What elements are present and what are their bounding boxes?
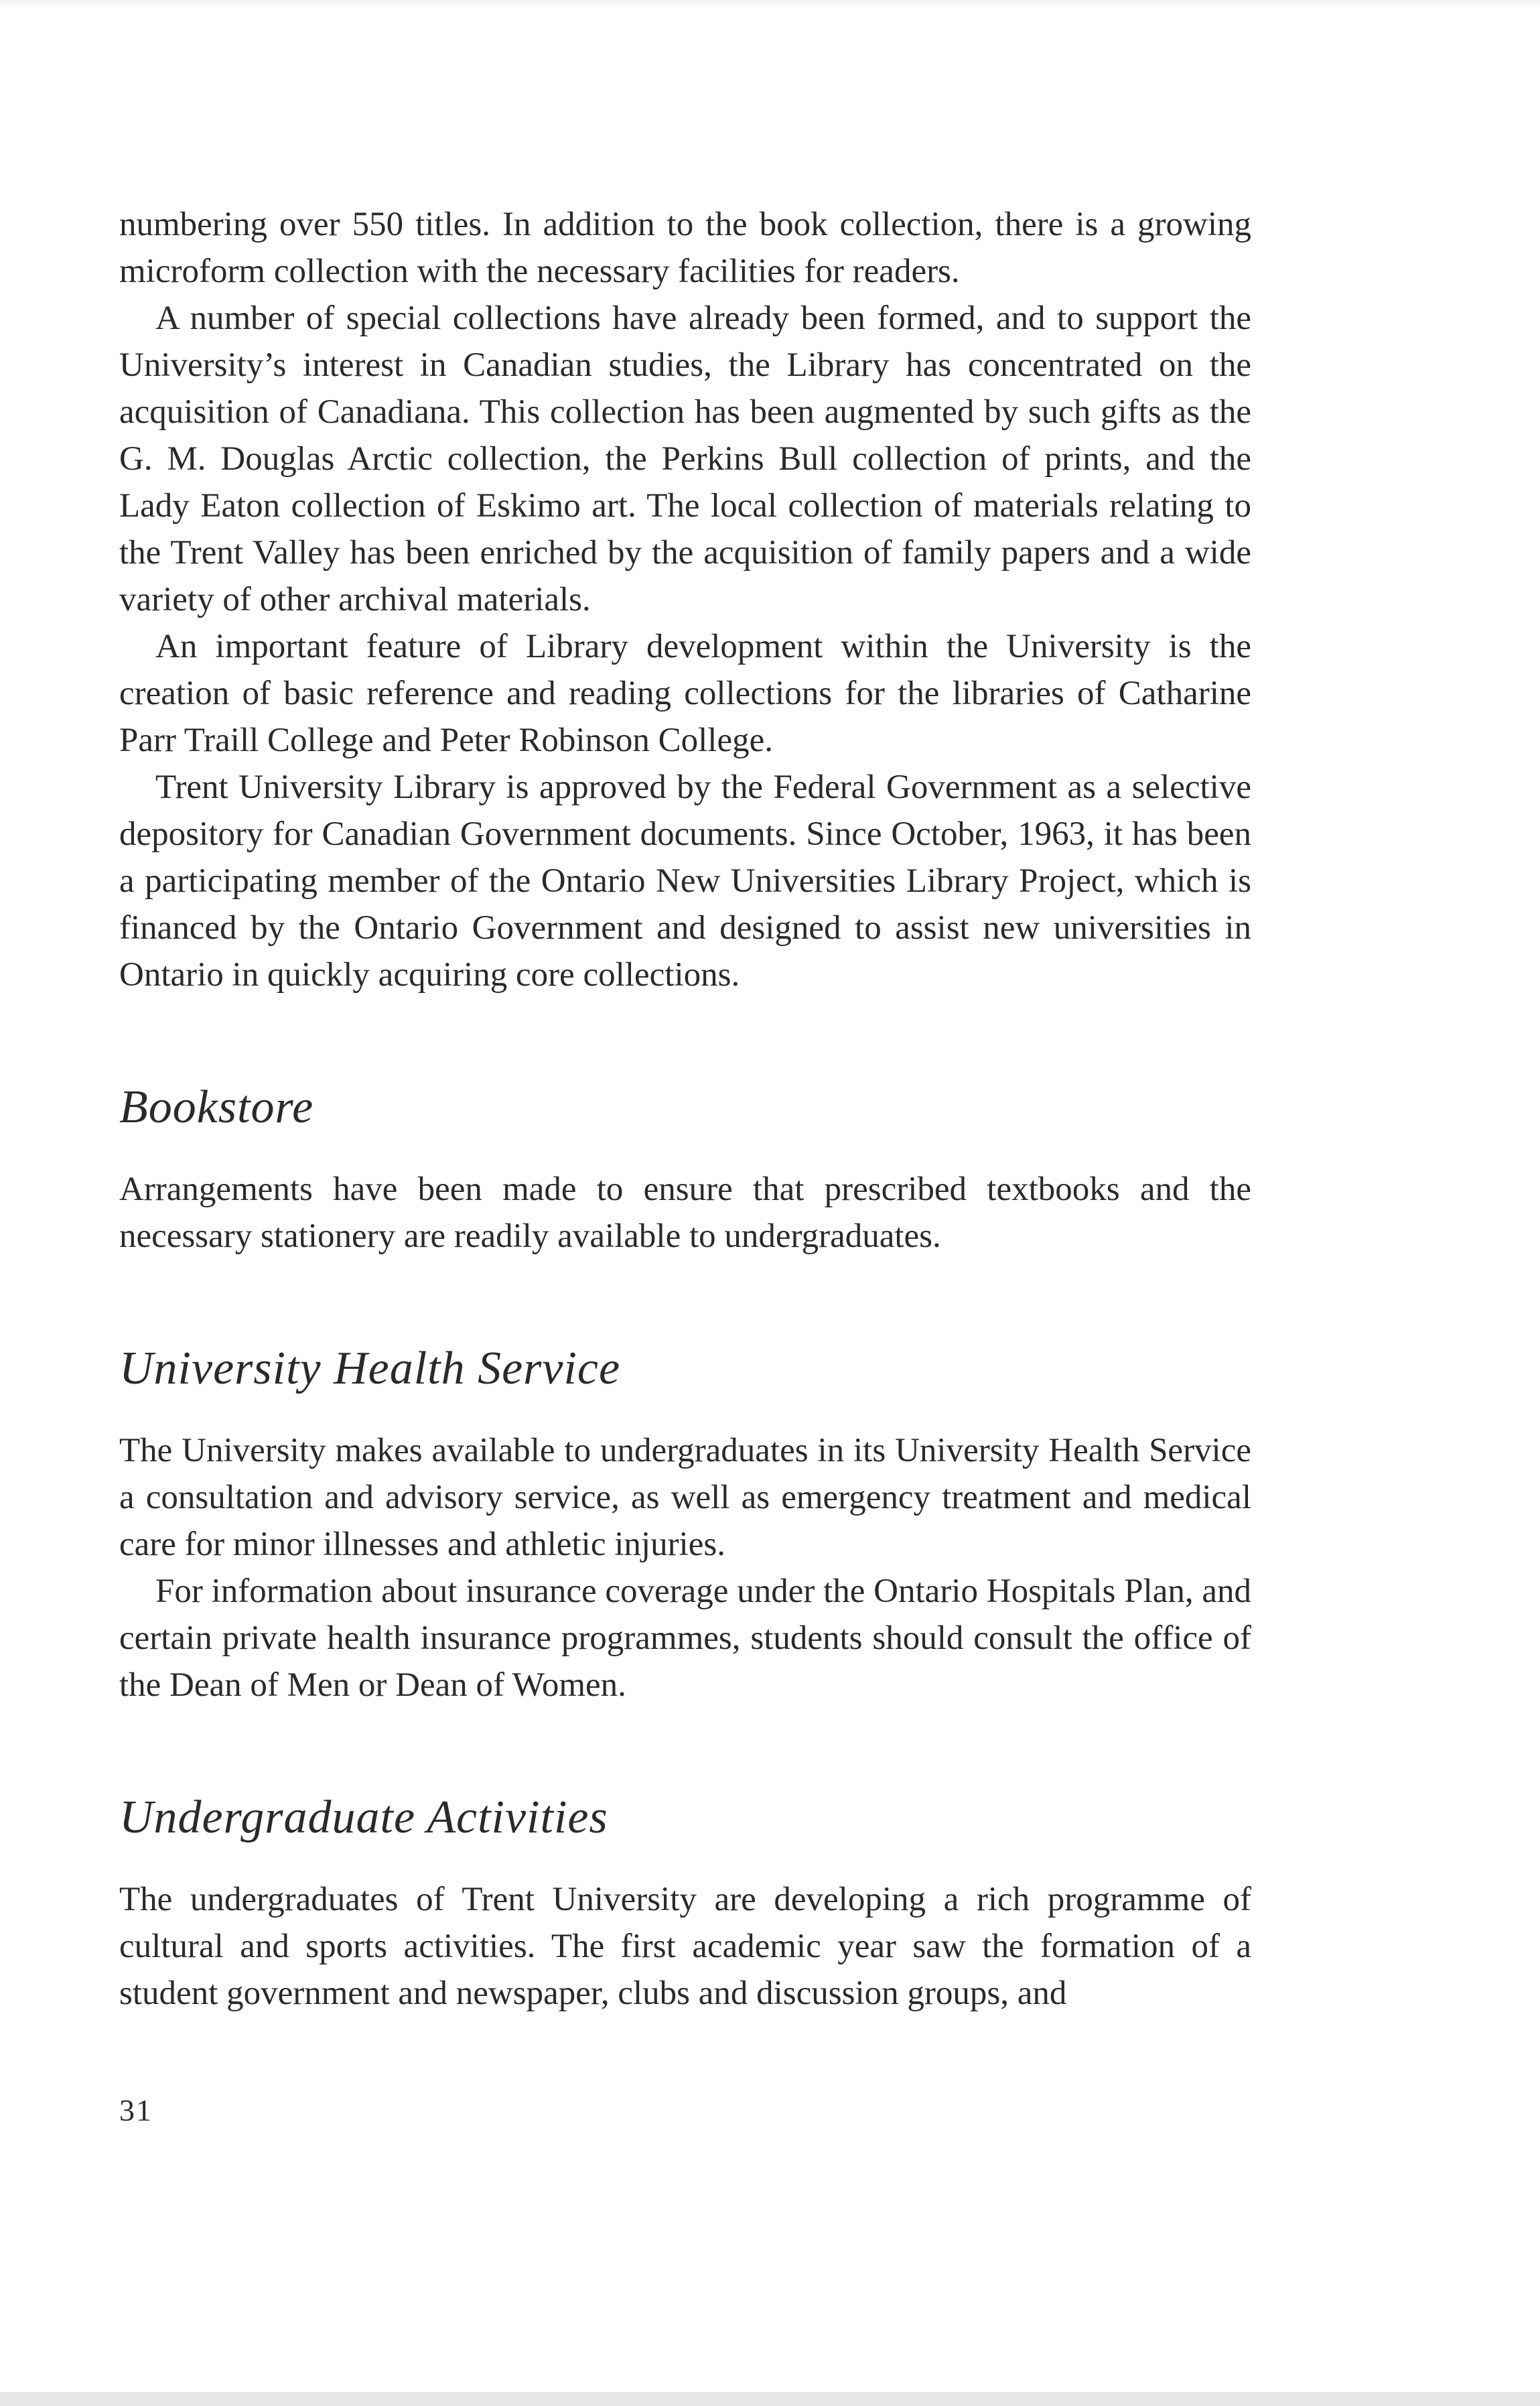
activities-section — [119, 1788, 1251, 2017]
health-section — [119, 1339, 1251, 1709]
scan-bottom-edge — [0, 2392, 1540, 2406]
health-heading: University Health Service — [119, 1343, 621, 1394]
library-section — [119, 201, 1251, 998]
bookstore-paragraph-1: Arrangements have been made to ensure that prescribed textbooks and the necessary stationery are readily available to undergraduates. — [119, 1171, 1251, 1255]
page-number: 31 — [119, 2093, 153, 2127]
library-paragraph-3: An important feature of Library development within the University is the creation of basic reference and reading collections for the libraries of Catharine Parr Traill College and Peter Robinson College. — [119, 628, 1251, 759]
scan-top-edge — [0, 0, 1540, 9]
activities-paragraph-1: The undergraduates of Trent University are developing a rich programme of cultural and sports activities. The first academic year saw the formation of a student government and newspaper, clubs and discussion groups, and — [119, 1881, 1251, 2012]
health-paragraph-2: For information about insurance coverage under the Ontario Hospitals Plan, and certain private health insurance programmes, students should consult the office of the Dean of Men or Dean of Women. — [119, 1573, 1251, 1704]
library-paragraph-2: A number of special collections have already been formed, and to support the University’s interest in Canadian studies, the Library has concentrated on the acquisition of Canadiana. This collection has been augmented by such gifts as the G. M. Douglas Arctic collection, the Perkins Bull collection of prints, and the Lady Eaton collection of Eskimo art. The local collection of materials relating to the Trent Valley has been enriched by the acquisition of family papers and a wide variety of other archival materials. — [119, 299, 1251, 618]
bookstore-section — [119, 1077, 1251, 1260]
health-paragraph-1: The University makes available to undergraduates in its University Health Service a consultation and advisory service, as well as emergency treatment and medical care for minor illnesses and athletic injuries. — [119, 1432, 1251, 1563]
bookstore-heading: Bookstore — [119, 1081, 314, 1133]
library-paragraph-1: numbering over 550 titles. In addition to the book collection, there is a growing microform collection with the necessary facilities for readers. — [119, 206, 1251, 290]
library-paragraph-4: Trent University Library is approved by the Federal Government as a selective depository for Canadian Government documents. Since October, 1963, it has been a participating member of the Ontario New Universities Library Project, which is financed by the Ontario Government and designed to assist new universities in Ontario in quickly acquiring core collections. — [119, 768, 1251, 994]
activities-heading: Undergraduate Activities — [119, 1792, 608, 1843]
text-column — [119, 201, 1251, 2017]
